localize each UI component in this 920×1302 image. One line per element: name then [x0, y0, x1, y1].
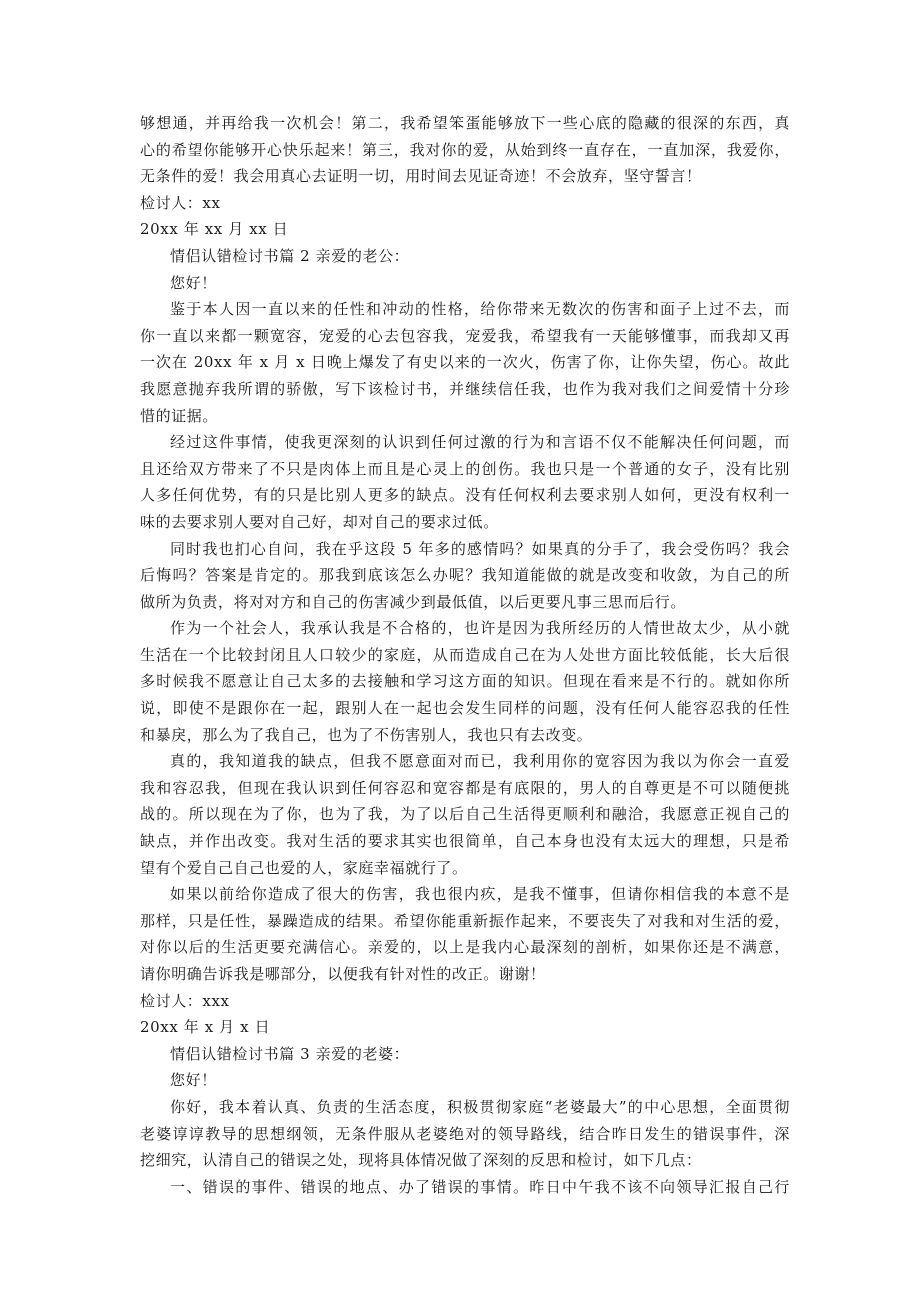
- text-line: 你一直以来都一颗宽容，宠爱的心去包容我，宠爱我，希望我有一天能够懂事，而我却又再: [140, 326, 790, 345]
- text-line: 我愿意抛弃我所谓的骄傲，写下该检讨书，并继续信任我，也作为我对我们之间爱情十分珍: [140, 379, 790, 398]
- text-line: 我和容忍我，但现在我认识到任何容忍和宽容都是有底限的，男人的自尊更是不可以随便挑: [140, 778, 790, 797]
- text-line: 检讨人：xxx: [140, 991, 230, 1010]
- text-line: 情侣认错检讨书篇 2 亲爱的老公：: [170, 246, 410, 265]
- text-line: 生活在一个比较封闭且人口较少的家庭，从而造成自己在为人处世方面比较低能，长大后很: [140, 645, 790, 664]
- text-line: 20xx 年 xx 月 xx 日: [140, 220, 289, 239]
- text-line: 您好！: [170, 1071, 217, 1090]
- text-line: 味的去要求别人要对自己好，却对自己的要求过低。: [140, 512, 499, 531]
- text-line: 如果以前给你造成了很大的伤害，我也很内疚，是我不懂事，但请你相信我的本意不是: [170, 885, 790, 904]
- text-line: 鉴于本人因一直以来的任性和冲动的性格，给你带来无数次的伤害和面子上过不去，而: [170, 300, 790, 319]
- text-line: 且还给双方带来了不只是肉体上而且是心灵上的创伤。我也只是一个普通的女子，没有比别: [140, 459, 790, 478]
- text-line: 望有个爱自己自己也爱的人，家庭幸福就行了。: [140, 858, 468, 877]
- text-line: 惜的证据。: [140, 406, 219, 425]
- text-line: 20xx 年 x 月 x 日: [140, 1018, 271, 1037]
- text-line: 后悔吗？答案是肯定的。那我到底该怎么办呢？我知道能做的就是改变和收敛，为自己的所: [140, 566, 790, 585]
- text-line: 老婆谆谆教导的思想纲领，无条件服从老婆绝对的领导路线，结合昨日发生的错误事件，深: [140, 1124, 790, 1143]
- text-line: 您好！: [170, 273, 217, 292]
- text-line: 人多任何优势，有的只是比别人更多的缺点。没有任何权利去要求别人如何，更没有权利一: [140, 486, 790, 505]
- text-line: 一次在 20xx 年 x 月 x 日晚上爆发了有史以来的一次火，伤害了你，让你失望，伤心。故此: [140, 353, 790, 372]
- text-line: 真的，我知道我的缺点，但我不愿意面对而已，我利用你的宽容因为我以为你会一直爱: [170, 752, 790, 771]
- text-line: 挖细究，认清自己的错误之处，现将具体情况做了深刻的反思和检讨，如下几点：: [140, 1151, 702, 1170]
- text-line: 缺点，并作出改变。我对生活的要求其实也很简单，自己本身也没有太远大的理想，只是希: [140, 832, 790, 851]
- text-line: 检讨人：xx: [140, 193, 221, 212]
- text-line: 请你明确告诉我是哪部分，以便我有针对性的改正。谢谢！: [140, 965, 546, 983]
- document-page: [140, 110, 790, 1200]
- text-line: 够想通，并再给我一次机会！第二，我希望笨蛋能够放下一些心底的隐藏的很深的东西，真: [140, 114, 790, 132]
- text-line: 经过这件事情，使我更深刻的认识到任何过激的行为和言语不仅不能解决任何问题，而: [170, 433, 790, 452]
- text-line: 做所为负责，将对对方和自己的伤害减少到最低值，以后更要凡事三思而后行。: [140, 592, 687, 611]
- text-line: 战的。所以现在为了你，也为了我，为了以后自己生活得更顺利和融洽，我愿意正视自己的: [140, 805, 790, 824]
- text-line: 你好，我本着认真、负责的生活态度，积极贯彻家庭“老婆最大”的中心思想，全面贯彻: [170, 1097, 790, 1116]
- text-line: 对你以后的生活更要充满信心。亲爱的，以上是我内心最深刻的剖析，如果你还是不满意，: [140, 938, 790, 957]
- text-line: 作为一个社会人，我承认我是不合格的，也许是因为我所经历的人情世故太少，从小就: [170, 619, 790, 638]
- text-line: 同时我也扪心自问，我在乎这段 5 年多的感情吗？如果真的分手了，我会受伤吗？我会: [170, 539, 790, 558]
- text-line: 说，即使不是跟你在一起，跟别人在一起也会发生同样的问题，没有任何人能容忍我的任性: [140, 699, 790, 718]
- text-line: 那样，只是任性，暴躁造成的结果。希望你能重新振作起来，不要丧失了对我和对生活的爱，: [140, 911, 790, 930]
- text-line: 无条件的爱！我会用真心去证明一切，用时间去见证奇迹！不会放弃，坚守誓言！: [140, 167, 702, 186]
- text-line: 和暴戾，那么为了我自己，也为了不伤害别人，我也只有去改变。: [140, 725, 593, 744]
- text-line: 一、错误的事件、错误的地点、办了错误的事情。昨日中午我不该不向领导汇报自己行: [170, 1177, 790, 1196]
- text-line: 多时候我不愿意让自己太多的去接触和学习这方面的知识。但现在看来是不行的。就如你所: [140, 672, 790, 691]
- text-line: 情侣认错检讨书篇 3 亲爱的老婆：: [170, 1044, 410, 1063]
- text-line: 心的希望你能够开心快乐起来！第三，我对你的爱，从始到终一直存在，一直加深，我爱你，: [140, 140, 790, 159]
